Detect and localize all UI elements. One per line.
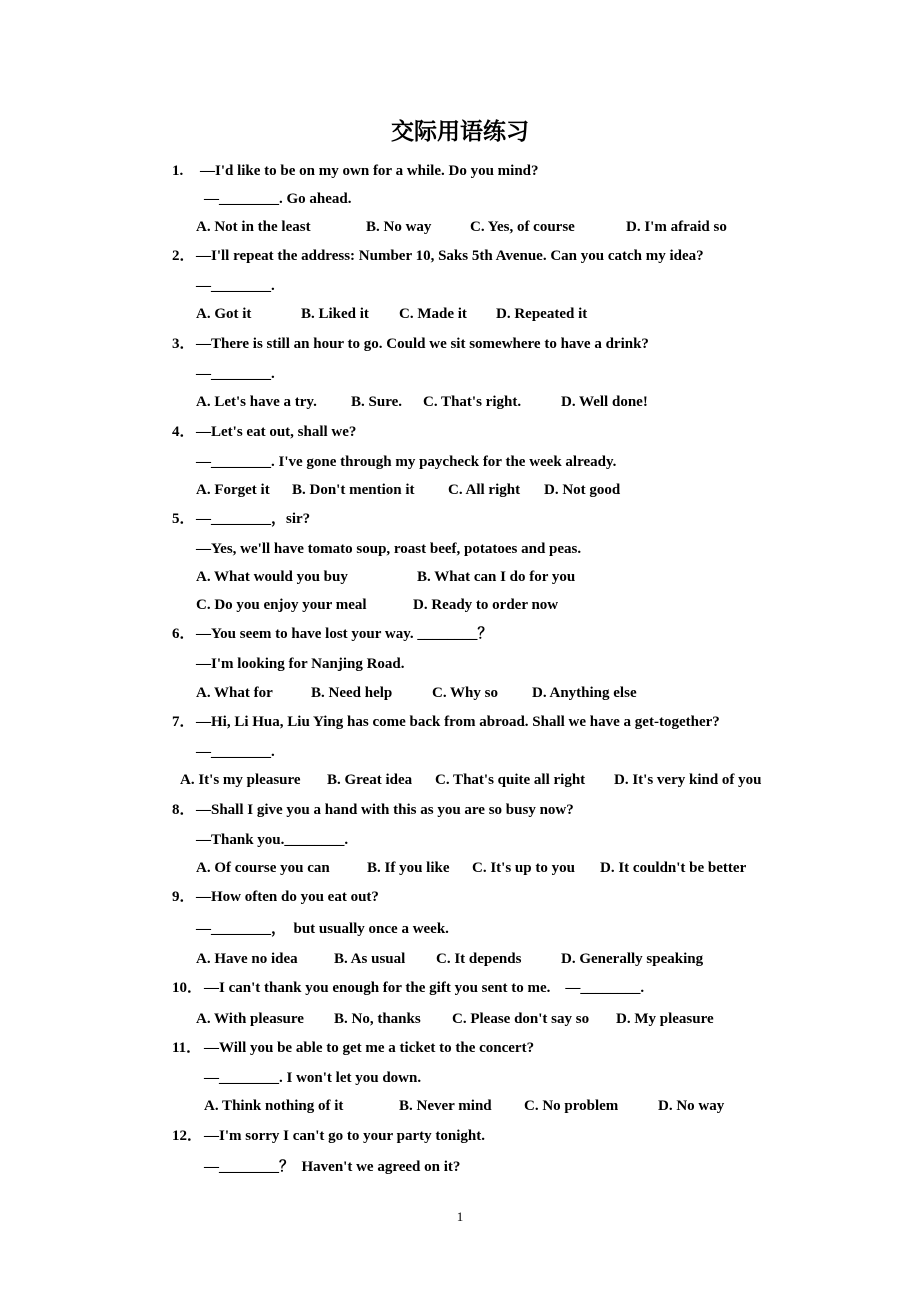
question-response: —________. bbox=[196, 744, 275, 760]
option-b: B. Sure. bbox=[351, 394, 402, 410]
option-c: C. Why so bbox=[432, 685, 498, 701]
question-number: 5． bbox=[172, 511, 195, 527]
option-c: C. All right bbox=[448, 482, 521, 498]
question-number: 8． bbox=[172, 802, 195, 818]
question-number: 9． bbox=[172, 889, 195, 905]
option-a: A. Let's have a try. bbox=[196, 394, 317, 410]
question-response: —________. bbox=[196, 366, 275, 382]
option-c: C. That's right. bbox=[423, 394, 522, 410]
option-d: D. Repeated it bbox=[496, 306, 588, 322]
option-d: D. No way bbox=[658, 1098, 725, 1114]
option-a: A. Forget it bbox=[196, 482, 270, 498]
question-response: —I'm looking for Nanjing Road. bbox=[196, 656, 405, 672]
option-b: B. Liked it bbox=[301, 306, 369, 322]
question-number: 7． bbox=[172, 714, 195, 730]
option-a: A. With pleasure bbox=[196, 1011, 304, 1027]
option-c: C. That's quite all right bbox=[435, 772, 586, 788]
question-response: —________. bbox=[196, 278, 275, 294]
question-response: —________， but usually once a week. bbox=[196, 921, 449, 937]
option-a: A. Not in the least bbox=[196, 219, 311, 235]
option-d: D. Well done! bbox=[561, 394, 648, 410]
option-c: C. Do you enjoy your meal bbox=[196, 597, 367, 613]
option-a: A. Got it bbox=[196, 306, 252, 322]
question-prompt: —Let's eat out, shall we? bbox=[196, 424, 357, 440]
option-b: B. Great idea bbox=[327, 772, 413, 788]
question-response: —________？ Haven't we agreed on it? bbox=[204, 1159, 461, 1175]
option-a: A. Think nothing of it bbox=[204, 1098, 344, 1114]
question-prompt: —I'm sorry I can't go to your party tonight. bbox=[204, 1128, 485, 1144]
option-b: B. No way bbox=[366, 219, 432, 235]
option-a: A. It's my pleasure bbox=[180, 772, 301, 788]
option-a: A. Of course you can bbox=[196, 860, 330, 876]
option-d: D. It couldn't be better bbox=[600, 860, 747, 876]
option-d: D. Generally speaking bbox=[561, 951, 704, 967]
option-c: C. It's up to you bbox=[472, 860, 575, 876]
option-a: A. What would you buy bbox=[196, 569, 348, 585]
option-b: B. As usual bbox=[334, 951, 406, 967]
option-b: B. Need help bbox=[311, 685, 393, 701]
option-d: D. I'm afraid so bbox=[626, 219, 727, 235]
question-response: —Yes, we'll have tomato soup, roast beef, potatoes and peas. bbox=[196, 541, 582, 557]
question-response: —________. Go ahead. bbox=[204, 191, 352, 207]
option-d: D. It's very kind of you bbox=[614, 772, 762, 788]
question-number: 11． bbox=[172, 1040, 202, 1056]
option-b: B. Don't mention it bbox=[292, 482, 415, 498]
option-d: D. Not good bbox=[544, 482, 621, 498]
option-c: C. Yes, of course bbox=[470, 219, 575, 235]
question-response: —________. I've gone through my paycheck for the week already. bbox=[196, 454, 617, 470]
question-number: 10． bbox=[172, 980, 203, 996]
option-d: D. Ready to order now bbox=[413, 597, 559, 613]
question-prompt: —I'll repeat the address: Number 10, Saks 5th Avenue. Can you catch my idea? bbox=[196, 248, 704, 264]
question-prompt: —Shall I give you a hand with this as you are so busy now? bbox=[196, 802, 574, 818]
page-number: 1 bbox=[456, 1209, 464, 1224]
option-b: B. Never mind bbox=[399, 1098, 492, 1114]
question-number: 1. bbox=[172, 163, 184, 179]
option-b: B. If you like bbox=[367, 860, 450, 876]
option-b: B. No, thanks bbox=[334, 1011, 421, 1027]
question-response: —Thank you.________. bbox=[196, 832, 349, 848]
option-c: C. No problem bbox=[524, 1098, 619, 1114]
option-d: D. My pleasure bbox=[616, 1011, 714, 1027]
option-d: D. Anything else bbox=[532, 685, 637, 701]
question-number: 6． bbox=[172, 626, 195, 642]
option-c: C. Made it bbox=[399, 306, 467, 322]
question-prompt: —Will you be able to get me a ticket to the concert? bbox=[204, 1040, 535, 1056]
option-c: C. Please don't say so bbox=[452, 1011, 590, 1027]
question-prompt: —Hi, Li Hua, Liu Ying has come back from abroad. Shall we have a get-together? bbox=[196, 714, 720, 730]
page-title: 交际用语练习 bbox=[391, 119, 529, 145]
question-number: 3． bbox=[172, 336, 195, 352]
question-number: 2． bbox=[172, 248, 195, 264]
option-c: C. It depends bbox=[436, 951, 522, 967]
question-prompt: —There is still an hour to go. Could we sit somewhere to have a drink? bbox=[196, 336, 649, 352]
question-number: 12． bbox=[172, 1128, 203, 1144]
question-number: 4． bbox=[172, 424, 195, 440]
question-prompt: —I can't thank you enough for the gift you sent to me. —________. bbox=[204, 980, 645, 996]
question-response: —________. I won't let you down. bbox=[204, 1070, 422, 1086]
question-prompt: —I'd like to be on my own for a while. Do you mind? bbox=[200, 163, 539, 179]
question-prompt: —You seem to have lost your way. ________？ bbox=[196, 626, 493, 642]
option-b: B. What can I do for you bbox=[417, 569, 576, 585]
option-a: A. Have no idea bbox=[196, 951, 298, 967]
question-prompt: —________，sir? bbox=[196, 511, 311, 527]
option-a: A. What for bbox=[196, 685, 273, 701]
question-prompt: —How often do you eat out? bbox=[196, 889, 379, 905]
